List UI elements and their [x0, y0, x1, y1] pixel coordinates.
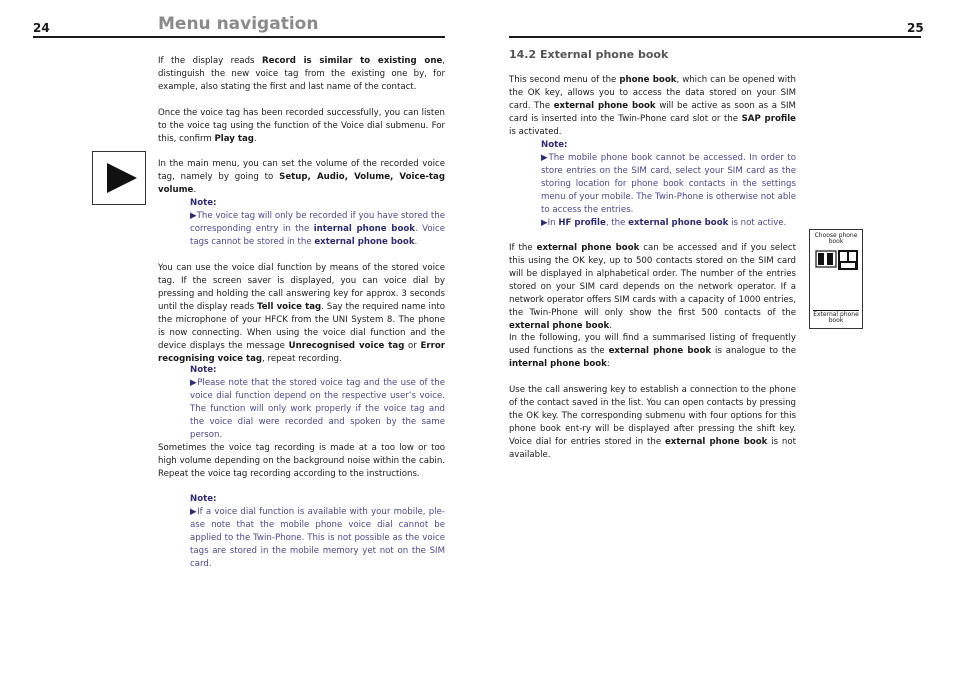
note-block	[190, 493, 445, 571]
arrow-icon: ▶	[541, 153, 549, 163]
paragraph: Sometimes the voice tag recording is made at a too low or too high volume depending on the background noise within the cabin. Repeat the voice tag recording according to the instructions.	[158, 443, 445, 479]
page-number-right: 25	[907, 21, 924, 35]
screen-title: Choose phone book	[814, 232, 858, 245]
paragraph: Once the voice tag has been recorded successfully, you can listen to the voice tag using the function of the Voice dial submenu. For this, confirm Play tag.	[158, 108, 445, 144]
screen-selection: External phone book	[813, 311, 859, 324]
note-label: Note:	[541, 140, 568, 150]
phone-book-icon	[815, 249, 862, 275]
paragraph: Use the call answering key to establish a connection to the phone of the contact saved in the list. You can open contacts by pressing the OK key. The corresponding submenu with four options for this phone book ent-ry will be displayed after pressing the shift key. Voice dial for entries stored in the external phone book is not available.	[509, 385, 796, 460]
paragraph: If the external phone book can be accessed and if you select this using the OK key, up to 500 contacts stored on the SIM card will be displayed in alphabetical order. The number of the entries stored on your SIM card depends on the network operator. If a network operator offers SIM cards with a capacity of 1000 entries, the Twin-Phone will only show the first 500 contacts of the external phone book.	[509, 243, 796, 331]
note-label: Note:	[190, 365, 217, 375]
note-text: If a voice dial function is available with your mobile, ple-ase note that the mobile phone voice dial cannot be applied to the Twin-Phone. This is not possible as the voice tags are stored in the mobile memory yet not on the SIM card.	[190, 507, 446, 569]
note-label: Note:	[190, 494, 217, 504]
arrow-icon: ▶	[190, 378, 198, 388]
page-title: Menu navigation	[158, 14, 319, 34]
paragraph: This second menu of the phone book, which can be opened with the OK key, allows you to access the data stored on your SIM card. The external phone book will be active as soon as a SIM card is inserted into the Twin-Phone card slot or the SAP profile is activated.	[509, 75, 796, 137]
play-icon	[92, 151, 146, 205]
arrow-icon: ▶	[541, 218, 548, 228]
header-rule-right	[509, 36, 921, 38]
paragraph: In the main menu, you can set the volume of the recorded voice tag, namely by going to Setup, Audio, Volume, Voice-tag volume.	[158, 159, 445, 195]
arrow-icon: ▶	[190, 211, 197, 221]
header-rule-left	[33, 36, 445, 38]
section-heading: 14.2 External phone book	[509, 48, 669, 61]
note-text: The mobile phone book cannot be accessed. In order to store entries on the SIM card, select your SIM card as the storing location for phone book contacts in the settings menu of your mobile. The Twin-Phone is otherwise not able to access the entries.	[541, 153, 797, 215]
note-block	[190, 197, 445, 249]
note-block	[541, 139, 796, 230]
note-text: Please note that the stored voice tag and the use of the voice dial function depend on the respective user’s voice. The function will only work properly if the voice tag and the voice dial were recorded and spoken by the same person.	[190, 378, 446, 440]
note-text: The voice tag will only be recorded if you have stored the corresponding entry in the internal phone book. Voice tags cannot be stored in the external phone book.	[190, 211, 446, 247]
note-text: In HF profile, the external phone book is not active.	[547, 218, 787, 228]
note-block	[190, 364, 445, 442]
arrow-icon: ▶	[190, 507, 198, 517]
note-label: Note:	[190, 198, 217, 208]
paragraph: You can use the voice dial function by means of the stored voice tag. If the screen saver is displayed, you can voice dial by pressing and holding the call answering key for approx. 3 seconds until the display reads Tell voice tag. Say the required name into the microphone of your HFCK from the UNI System 8. The phone is now connecting. When using the voice dial function and the device displays the message Unrecognised voice tag or Error recognising voice tag, repeat recording.	[158, 263, 446, 364]
paragraph: If the display reads Record is similar to existing one, distinguish the new voice tag from the existing one by, for example, also stating the first and last name of the contact.	[158, 56, 446, 92]
phone-screen-icon	[809, 229, 863, 329]
page-number-left: 24	[33, 21, 50, 35]
paragraph: In the following, you will find a summarised listing of frequently used functions as the external phone book is analogue to the internal phone book:	[509, 333, 796, 369]
